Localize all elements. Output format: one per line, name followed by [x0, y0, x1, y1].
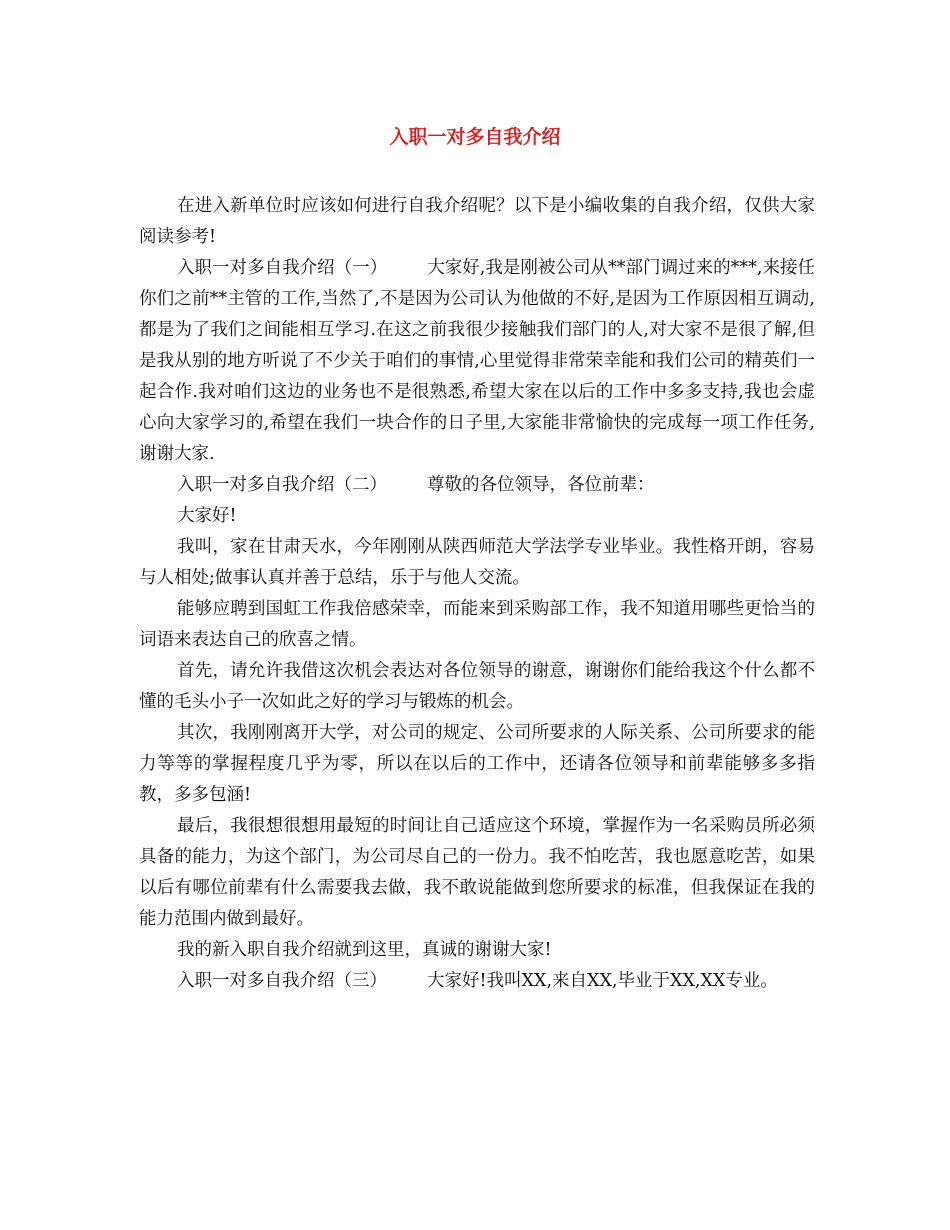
paragraph [139, 811, 815, 935]
section-one-paragraph [139, 253, 815, 470]
paragraph [139, 935, 815, 966]
section-three-paragraph [139, 966, 815, 997]
paragraph-text: 大家好,我是刚被公司从**部门调过来的***,来接任你们之前**主管的工作,当然了,不是因为公司认为他做的不好,是因为工作原因相互调动,都是为了我们之间能相互学习.在这之前我很少接触我们部门的人,对大家不是很了解,但是我从别的地方听说了不少关于咱们的事情,心里觉得非常荣幸能和我们公司的精英们一起合作.我对咱们这边的业务也不是很熟悉,希望大家在以后的工作中多多支持,我也会虚心向大家学习的,希望在我们一块合作的日子里,大家能非常愉快的完成每一项工作任务,谢谢大家. [139, 258, 816, 464]
section-label: 入职一对多自我介绍（三） [177, 971, 387, 991]
document-body [139, 191, 815, 997]
paragraph-text: 大家好!我叫XX,来自XX,毕业于XX,XX专业。 [427, 971, 778, 991]
paragraph-text: 最后，我很想很想用最短的时间让自己适应这个环境，掌握作为一名采购员所必须具备的能力，为这个部门，为公司尽自己的一份力。我不怕吃苦，我也愿意吃苦，如果以后有哪位前辈有什么需要我去做，我不敢说能做到您所要求的标准，但我保证在我的能力范围内做到最好。 [139, 816, 815, 929]
paragraph-text: 在进入新单位时应该如何进行自我介绍呢？以下是小编收集的自我介绍，仅供大家阅读参考! [139, 196, 815, 247]
paragraph-text: 大家好! [177, 506, 237, 526]
section-two-paragraph [139, 470, 815, 501]
paragraph [139, 594, 815, 656]
paragraph-text: 我的新入职自我介绍就到这里，真诚的谢谢大家! [177, 940, 552, 960]
paragraph-text: 尊敬的各位领导，各位前辈： [427, 475, 655, 495]
intro-paragraph [139, 191, 815, 253]
paragraph [139, 718, 815, 811]
paragraph-text: 其次，我刚刚离开大学，对公司的规定、公司所要求的人际关系、公司所要求的能力等等的掌握程度几乎为零，所以在以后的工作中，还请各位领导和前辈能够多多指教，多多包涵! [139, 723, 815, 805]
paragraph-text: 我叫，家在甘肃天水，今年刚刚从陕西师范大学法学专业毕业。我性格开朗，容易与人相处;做事认真并善于总结，乐于与他人交流。 [139, 537, 815, 588]
paragraph [139, 656, 815, 718]
paragraph [139, 501, 815, 532]
paragraph [139, 532, 815, 594]
section-label: 入职一对多自我介绍（二） [177, 475, 387, 495]
paragraph-text: 首先，请允许我借这次机会表达对各位领导的谢意，谢谢你们能给我这个什么都不懂的毛头小子一次如此之好的学习与锻炼的机会。 [139, 661, 815, 712]
section-label: 入职一对多自我介绍（一） [177, 258, 388, 278]
paragraph-text: 能够应聘到国虹工作我倍感荣幸，而能来到采购部工作，我不知道用哪些更恰当的词语来表达自己的欣喜之情。 [139, 599, 815, 650]
document-title: 入职一对多自我介绍 [389, 126, 561, 148]
